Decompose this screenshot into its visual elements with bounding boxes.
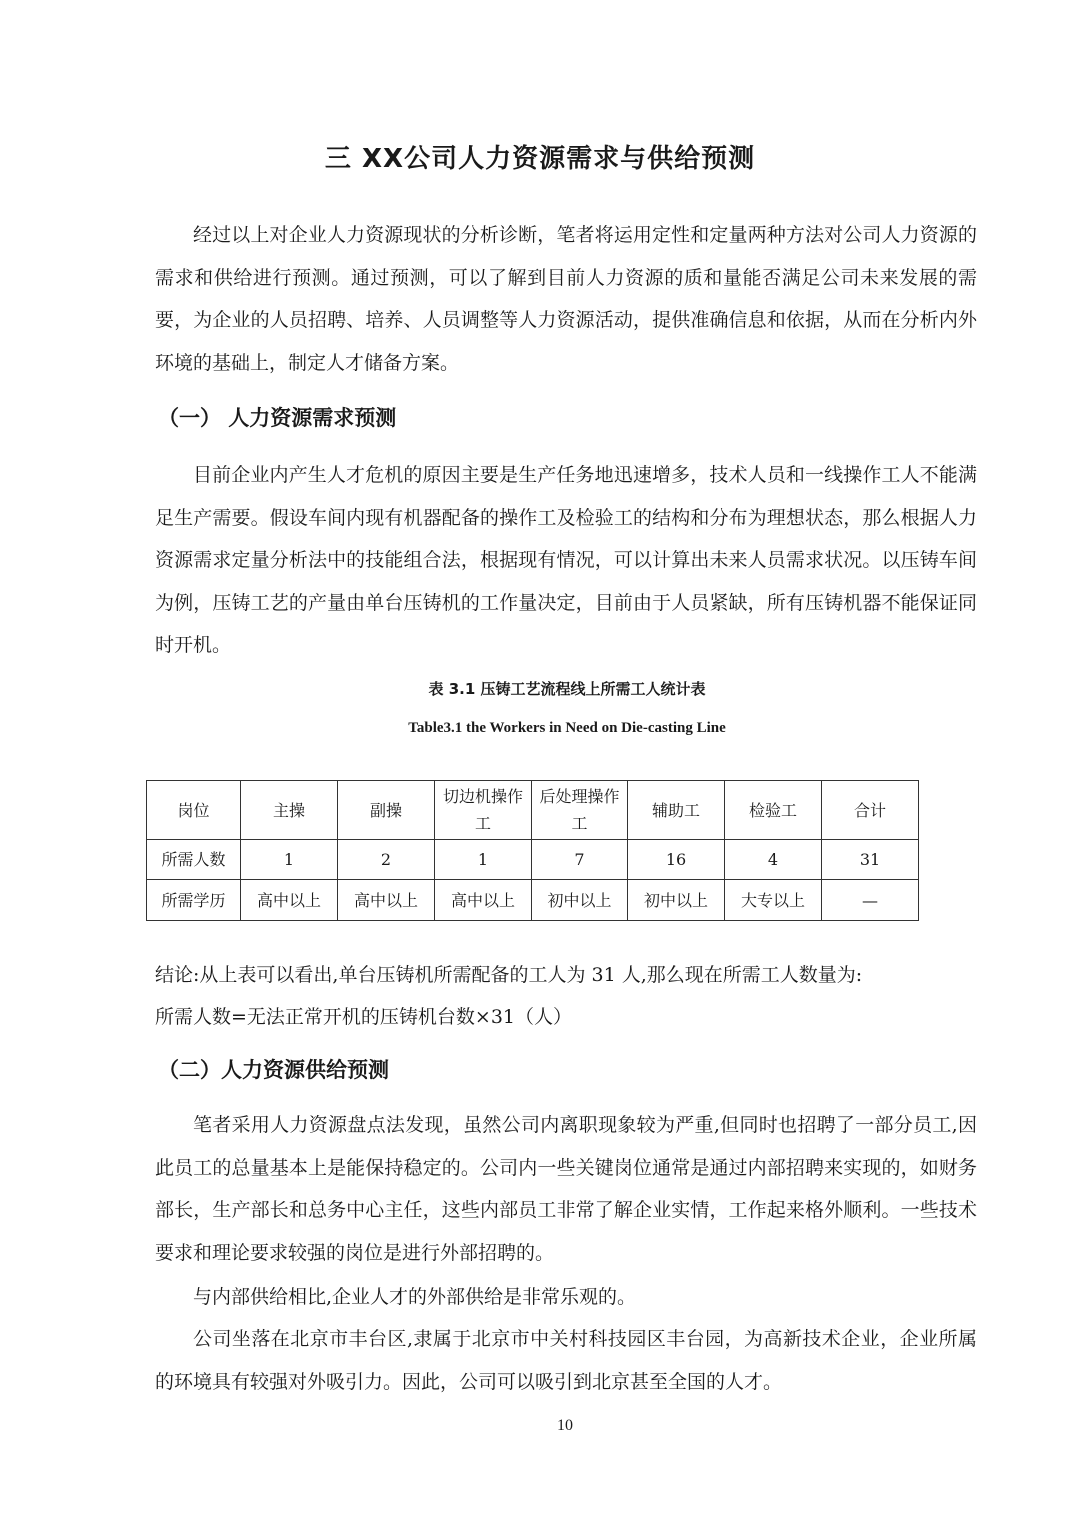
- table-caption-cn: 表 3.1 压铸工艺流程线上所需工人统计表: [428, 680, 706, 698]
- table-header-cell: 副操: [338, 781, 435, 840]
- table-header-cell: 合计: [822, 781, 919, 840]
- section2-paragraph-1: 笔者采用人力资源盘点法发现，虽然公司内离职现象较为严重,但同时也招聘了一部分员工,因此员工的总量基本上是能保持稳定的。公司内一些关键岗位通常是通过内部招聘来实现的，如财务部长，生产部长和总务中心主任，这些内部员工非常了解企业实情，工作起来格外顺利。一些技术要求和理论要求较强的岗位是进行外部招聘的。: [155, 1114, 977, 1264]
- section1-heading: （一） 人力资源需求预测: [158, 406, 397, 430]
- table-cell: 高中以上: [338, 880, 435, 921]
- section1-paragraph: 目前企业内产生人才危机的原因主要是生产任务地迅速增多，技术人员和一线操作工人不能满足生产需要。假设车间内现有机器配备的操作工及检验工的结构和分布为理想状态，那么根据人力资源需求定量分析法中的技能组合法，根据现有情况，可以计算出未来人员需求状况。以压铸车间为例，压铸工艺的产量由单台压铸机的工作量决定，目前由于人员紧缺，所有压铸机器不能保证同时开机。: [155, 464, 977, 656]
- intro-paragraph: 经过以上对企业人力资源现状的分析诊断，笔者将运用定性和定量两种方法对公司人力资源的需求和供给进行预测。通过预测，可以了解到目前人力资源的质和量能否满足公司未来发展的需要，为企业的人员招聘、培养、人员调整等人力资源活动，提供准确信息和依据，从而在分析内外环境的基础上，制定人才储备方案。: [155, 224, 977, 374]
- section2-paragraph-2: 与内部供给相比,企业人才的外部供给是非常乐观的。: [193, 1286, 637, 1308]
- table-header-cell: 检验工: [725, 781, 822, 840]
- table-cell: —: [822, 880, 919, 921]
- table-cell: 4: [725, 840, 822, 880]
- table-cell: 1: [435, 840, 532, 880]
- table-cell: 高中以上: [435, 880, 532, 921]
- table-row: [147, 880, 919, 921]
- section2-paragraph-3: 公司坐落在北京市丰台区,隶属于北京市中关村科技园区丰台园，为高新技术企业，企业所属的环境具有较强对外吸引力。因此，公司可以吸引到北京甚至全国的人才。: [155, 1328, 977, 1393]
- table-header-cell: 辅助工: [628, 781, 725, 840]
- table-cell: 初中以上: [628, 880, 725, 921]
- table-cell: 所需人数: [147, 840, 241, 880]
- table-cell: 7: [532, 840, 628, 880]
- table-cell: 大专以上: [725, 880, 822, 921]
- table-cell: 高中以上: [241, 880, 338, 921]
- chapter-title: 三 XX公司人力资源需求与供给预测: [324, 144, 756, 174]
- table-cell: 2: [338, 840, 435, 880]
- conclusion-line-2: 所需人数=无法正常开机的压铸机台数×31（人）: [155, 1006, 573, 1028]
- table-header-cell: 主操: [241, 781, 338, 840]
- table-caption-en: Table3.1 the Workers in Need on Die-casting Line: [408, 720, 726, 736]
- workers-table: [146, 780, 919, 921]
- page-number: 10: [557, 1417, 573, 1434]
- table-header-cell: 后处理操作工: [532, 781, 628, 840]
- table-cell: 1: [241, 840, 338, 880]
- table-cell: 31: [822, 840, 919, 880]
- table-cell: 16: [628, 840, 725, 880]
- table-header-cell: 切边机操作工: [435, 781, 532, 840]
- table-cell: 初中以上: [532, 880, 628, 921]
- table-row: [147, 840, 919, 880]
- table-header-row: [147, 781, 919, 840]
- section2-heading: （二）人力资源供给预测: [158, 1058, 389, 1082]
- conclusion-line-1: 结论:从上表可以看出,单台压铸机所需配备的工人为 31 人,那么现在所需工人数量为:: [155, 964, 863, 986]
- table-cell: 所需学历: [147, 880, 241, 921]
- table-header-cell: 岗位: [147, 781, 241, 840]
